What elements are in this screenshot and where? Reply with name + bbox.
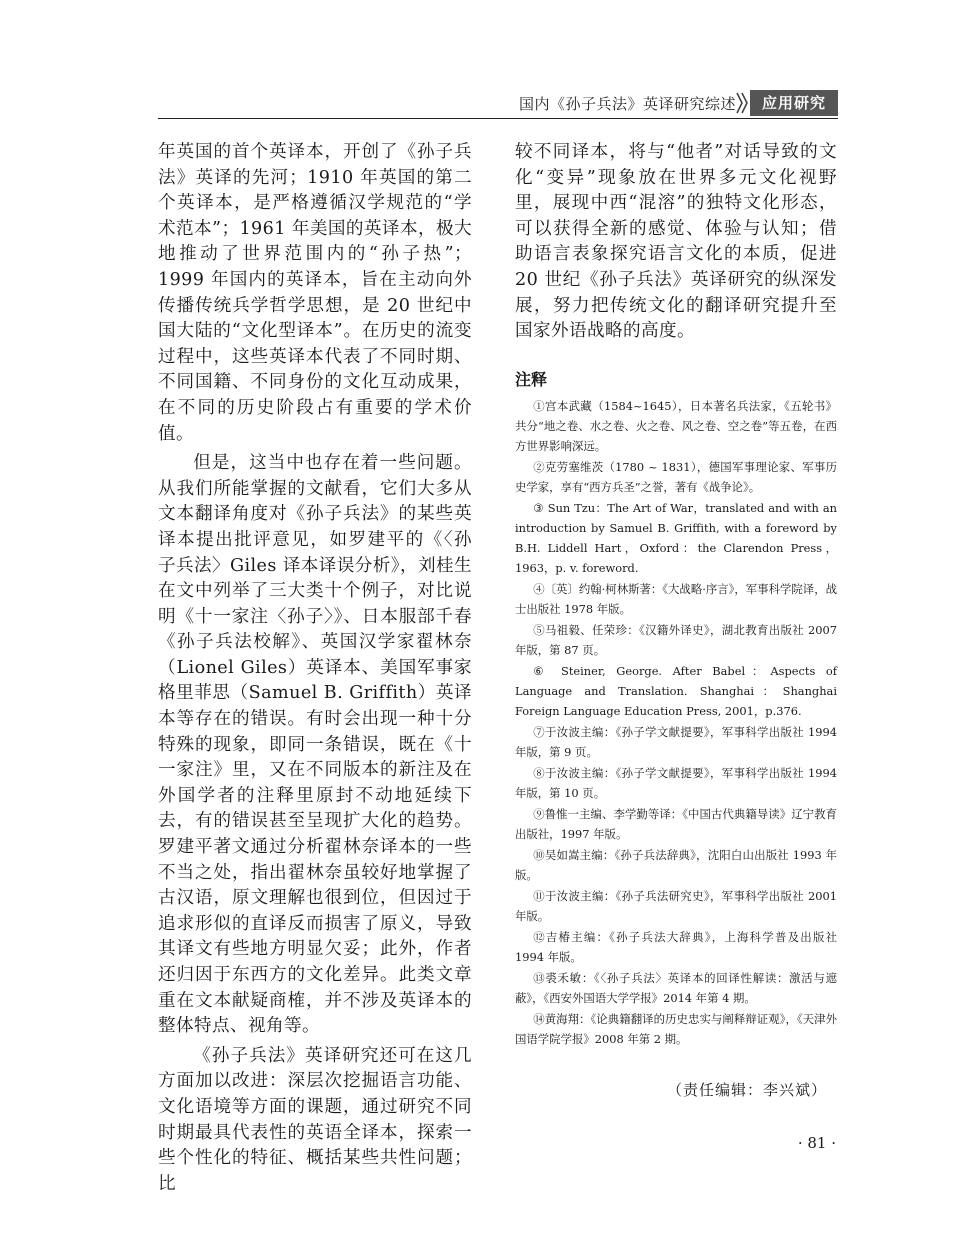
running-header-title: 国内《孙子兵法》英译研究综述 — [518, 95, 736, 113]
note-item: ⑧于汝波主编：《孙子学文献提要》，军事科学出版社 1994 年版，第 10 页。 — [515, 765, 837, 800]
note-item: ⑨鲁惟一主编、李学勤等译：《中国古代典籍导读》辽宁教育出版社，1997 年版。 — [515, 806, 837, 841]
note-item: ①宫本武藏（1584~1645），日本著名兵法家，《五轮书》共分“地之卷、水之卷、火之卷、风之卷、空之卷”等五卷，在西方世界影响深远。 — [515, 398, 837, 453]
notes-list — [515, 396, 837, 1049]
left-column — [158, 140, 472, 1197]
double-chevron-icon — [736, 91, 750, 115]
header-rule — [158, 118, 838, 119]
body-paragraph-1: 年英国的首个英译本，开创了《孙子兵法》英译的先河；1910 年英国的第二个英译本，是严格遵循汉学规范的“学术范本”；1961 年美国的英译本，极大地推动了世界范围内的“孙子热”；1999 年国内的英译本，旨在主动向外传播传统兵学哲学思想，是 20 世纪中国大陆的“文化型译本”。在历史的流变过程中，这些英译本代表了不同时期、不同国籍、不同身份的文化互动成果，在不同的历史阶段占有重要的学术价值。 — [158, 142, 472, 444]
note-item: ⑫吉椿主编：《孙子兵法大辞典》，上海科学普及出版社 1994 年版。 — [515, 929, 837, 964]
page-number: · 81 · — [797, 1134, 836, 1152]
note-item: ⑦于汝波主编：《孙子学文献提要》，军事科学出版社 1994 年版，第 9 页。 — [515, 724, 837, 759]
responsible-editor: （责任编辑：李兴斌） — [666, 1080, 827, 1099]
notes-heading: 注释 — [515, 369, 548, 389]
note-item: ⑩吴如嵩主编：《孙子兵法辞典》，沈阳白山出版社 1993 年版。 — [515, 847, 837, 882]
body-paragraph-4: 较不同译本，将与“他者”对话导致的文化“变异”现象放在世界多元文化视野里，展现中西“混溶”的独特文化形态，可以获得全新的感觉、体验与认知；借助语言表象探究语言文化的本质，促进 20 世纪《孙子兵法》英译研究的纵深发展，努力把传统文化的翻译研究提升至国家外语战略的高度。 — [515, 142, 837, 342]
note-item: ⑭黄海翔：《论典籍翻译的历史忠实与阐释辩证观》，《天津外国语学院学报》2008 年第 2 期。 — [515, 1011, 837, 1046]
note-item: ⑪于汝波主编：《孙子兵法研究史》，军事科学出版社 2001 年版。 — [515, 888, 837, 923]
note-item: ④〔英〕约翰·柯林斯著：《大战略·序言》，军事科学院译，战士出版社 1978 年版。 — [515, 581, 837, 616]
body-paragraph-3: 《孙子兵法》英译研究还可在这几方面加以改进：深层次挖掘语言功能、文化语境等方面的课题，通过研究不同时期最具代表性的英语全译本，探索一些个性化的特征、概括某些共性问题；比 — [158, 1045, 472, 1194]
section-badge: 应用研究 — [750, 90, 838, 116]
right-column — [515, 140, 837, 1100]
note-item: ②克劳塞维茨（1780 ~ 1831），德国军事理论家、军事历史学家，享有“西方兵圣”之誉，著有《战争论》。 — [515, 459, 837, 494]
note-item: ⑥ Steiner, George. After Babel：Aspects of Language and Translation. Shanghai：Shanghai Foreign Language Education Press, 2001，p.376. — [515, 663, 837, 718]
running-header — [158, 86, 838, 120]
note-item: ⑤马祖毅、任荣珍：《汉籍外译史》，湖北教育出版社 2007 年版，第 87 页。 — [515, 622, 837, 657]
note-item: ⑬裘禾敏：《〈孙子兵法〉英译本的回译性解读：激活与遮蔽》，《西安外国语大学学报》2014 年第 4 期。 — [515, 970, 837, 1005]
note-item: ③ Sun Tzu：The Art of War，translated and with an introduction by Samuel B. Griffith, with a foreword by B.H. Liddell Hart，Oxford：the Clarendon Press，1963，p. v. foreword. — [515, 500, 837, 575]
body-paragraph-2: 但是，这当中也存在着一些问题。从我们所能掌握的文献看，它们大多从文本翻译角度对《孙子兵法》的某些英译本提出批评意见，如罗建平的《〈孙子兵法〉Giles 译本译误分析》，刘桂生在文中列举了三大类十个例子，对比说明《十一家注〈孙子〉》、日本服部千春《孙子兵法校解》、英国汉学家翟林奈（Lionel Giles）英译本、美国军事家格里菲思（Samuel B. Griffith）英译本等存在的错误。有时会出现一种十分特殊的现象，即同一条错误，既在《十一家注》里，又在不同版本的新注及在外国学者的注释里原封不动地延续下去，有的错误甚至呈现扩大化的趋势。罗建平著文通过分析翟林奈译本的一些不当之处，指出翟林奈虽较好地掌握了古汉语，原文理解也很到位，但因过于追求形似的直译反而损害了原义，导致其译文有些地方明显欠妥；此外，作者还归因于东西方的文化差异。此类文章重在文本献疑商榷，并不涉及英译本的整体特点、视角等。 — [158, 453, 472, 1037]
